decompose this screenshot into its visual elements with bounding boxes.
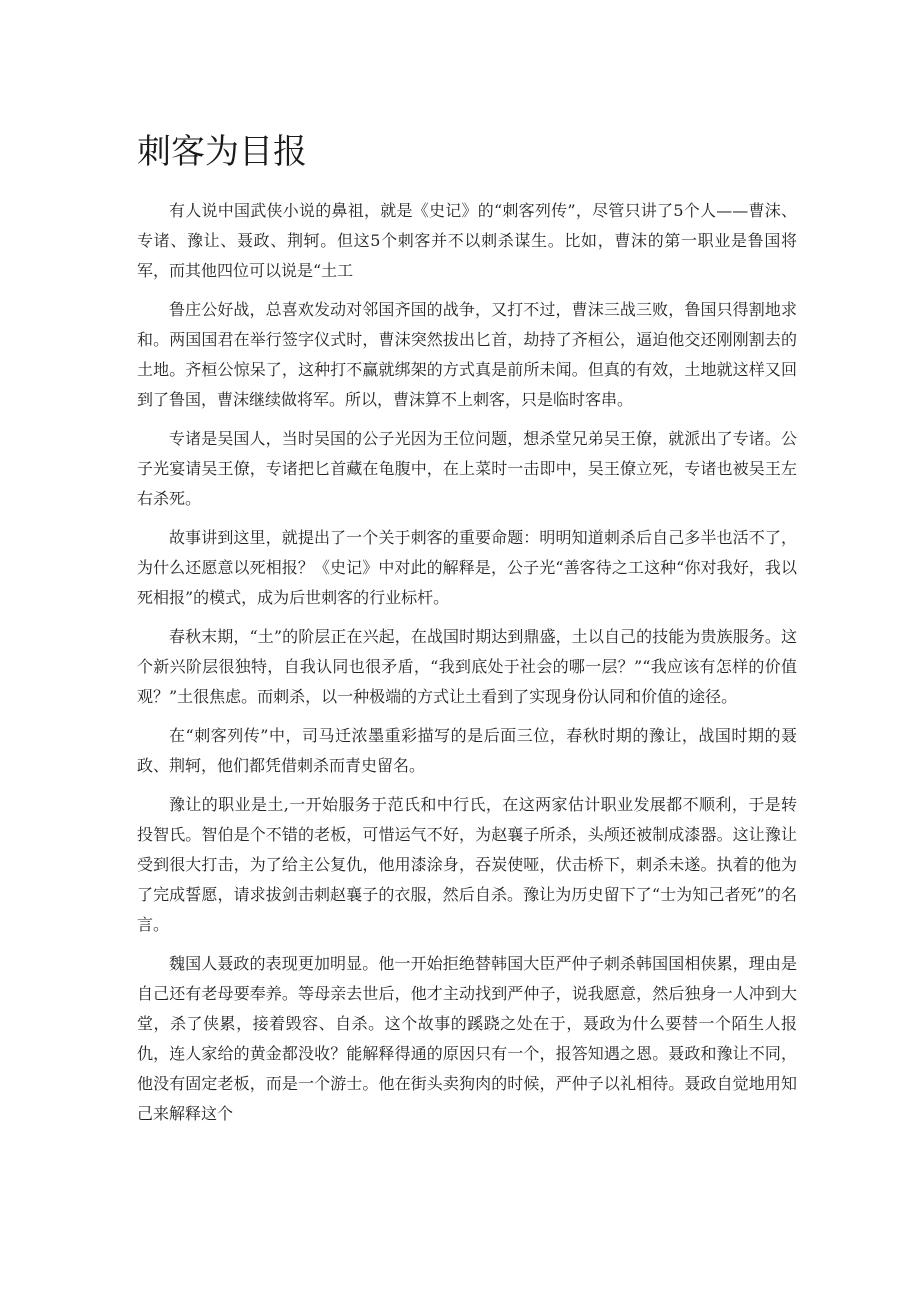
paragraph: 专诸是吴国人，当时吴国的公子光因为王位问题，想杀堂兄弟吴王僚，就派出了专诸。公子光宴请吴王僚，专诸把匕首藏在龟腹中，在上菜时一击即中，吴王僚立死，专诸也被吴王左右杀死。 [137,429,797,508]
paragraph: 魏国人聂政的表现更加明显。他一开始拒绝替韩国大臣严仲子刺杀韩国国相侠累，理由是自己还有老母要奉养。等母亲去世后，他才主动找到严仲子，说我愿意，然后独身一人冲到大堂，杀了侠累，接着毁容、自杀。这个故事的蹊跷之处在于，聂政为什么要替一个陌生人报仇，连人家给的黄金都没收？能解释得通的原因只有一个，报答知遇之恩。聂政和豫让不同，他没有固定老板，而是一个游士。他在街头卖狗肉的时候，严仲子以礼相待。聂政自觉地用知己来解释这个 [137,954,797,1123]
paragraph: 鲁庄公好战，总喜欢发动对邻国齐国的战争，又打不过，曹沫三战三败，鲁国只得割地求和。两国国君在举行签字仪式时，曹沫突然拔出匕首，劫持了齐桓公，逼迫他交还刚刚割去的土地。齐桓公惊呆了，这种打不赢就绑架的方式真是前所未闻。但真的有效，土地就这样又回到了鲁国，曹沫继续做将军。所以，曹沫算不上刺客，只是临时客串。 [137,300,797,409]
paragraph: 在“刺客列传”中，司马迁浓墨重彩描写的是后面三位，春秋时期的豫让，战国时期的聂政、荆轲，他们都凭借刺杀而青史留名。 [137,726,797,775]
paragraph: 故事讲到这里，就提出了一个关于刺客的重要命题：明明知道刺杀后自己多半也活不了，为什么还愿意以死相报？《史记》中对此的解释是，公子光“善客待之工这种“你对我好，我以死相报”的模式，成为后世刺客的行业标杆。 [137,528,797,607]
paragraph: 豫让的职业是土,一开始服务于范氏和中行氏，在这两家估计职业发展都不顺利，于是转投智氏。智伯是个不错的老板，可惜运气不好，为赵襄子所杀，头颅还被制成漆器。这让豫让受到很大打击，为了给主公复仇，他用漆涂身，吞炭使哑，伏击桥下，刺杀未遂。执着的他为了完成誓愿，请求拔剑击刺赵襄子的衣服，然后自杀。豫让为历史留下了“士为知己者死”的名言。 [137,795,797,934]
article-body [137,196,797,1138]
paragraph: 春秋末期，“土”的阶层正在兴起，在战国时期达到鼎盛，土以自己的技能为贵族服务。这个新兴阶层很独特，自我认同也很矛盾，“我到底处于社会的哪一层？”“我应该有怎样的价值观？”土很焦虑。而刺杀，以一种极端的方式让土看到了实现身份认同和价值的途径。 [137,627,797,706]
page-title: 刺客为目报 [137,132,307,172]
paragraph: 有人说中国武侠小说的鼻祖，就是《史记》的“刺客列传”，尽管只讲了5个人——曹沫、专诸、豫让、聂政、荆轲。但这5个刺客并不以刺杀谋生。比如，曹沫的第一职业是鲁国将军，而其他四位可以说是“土工 [137,201,797,280]
